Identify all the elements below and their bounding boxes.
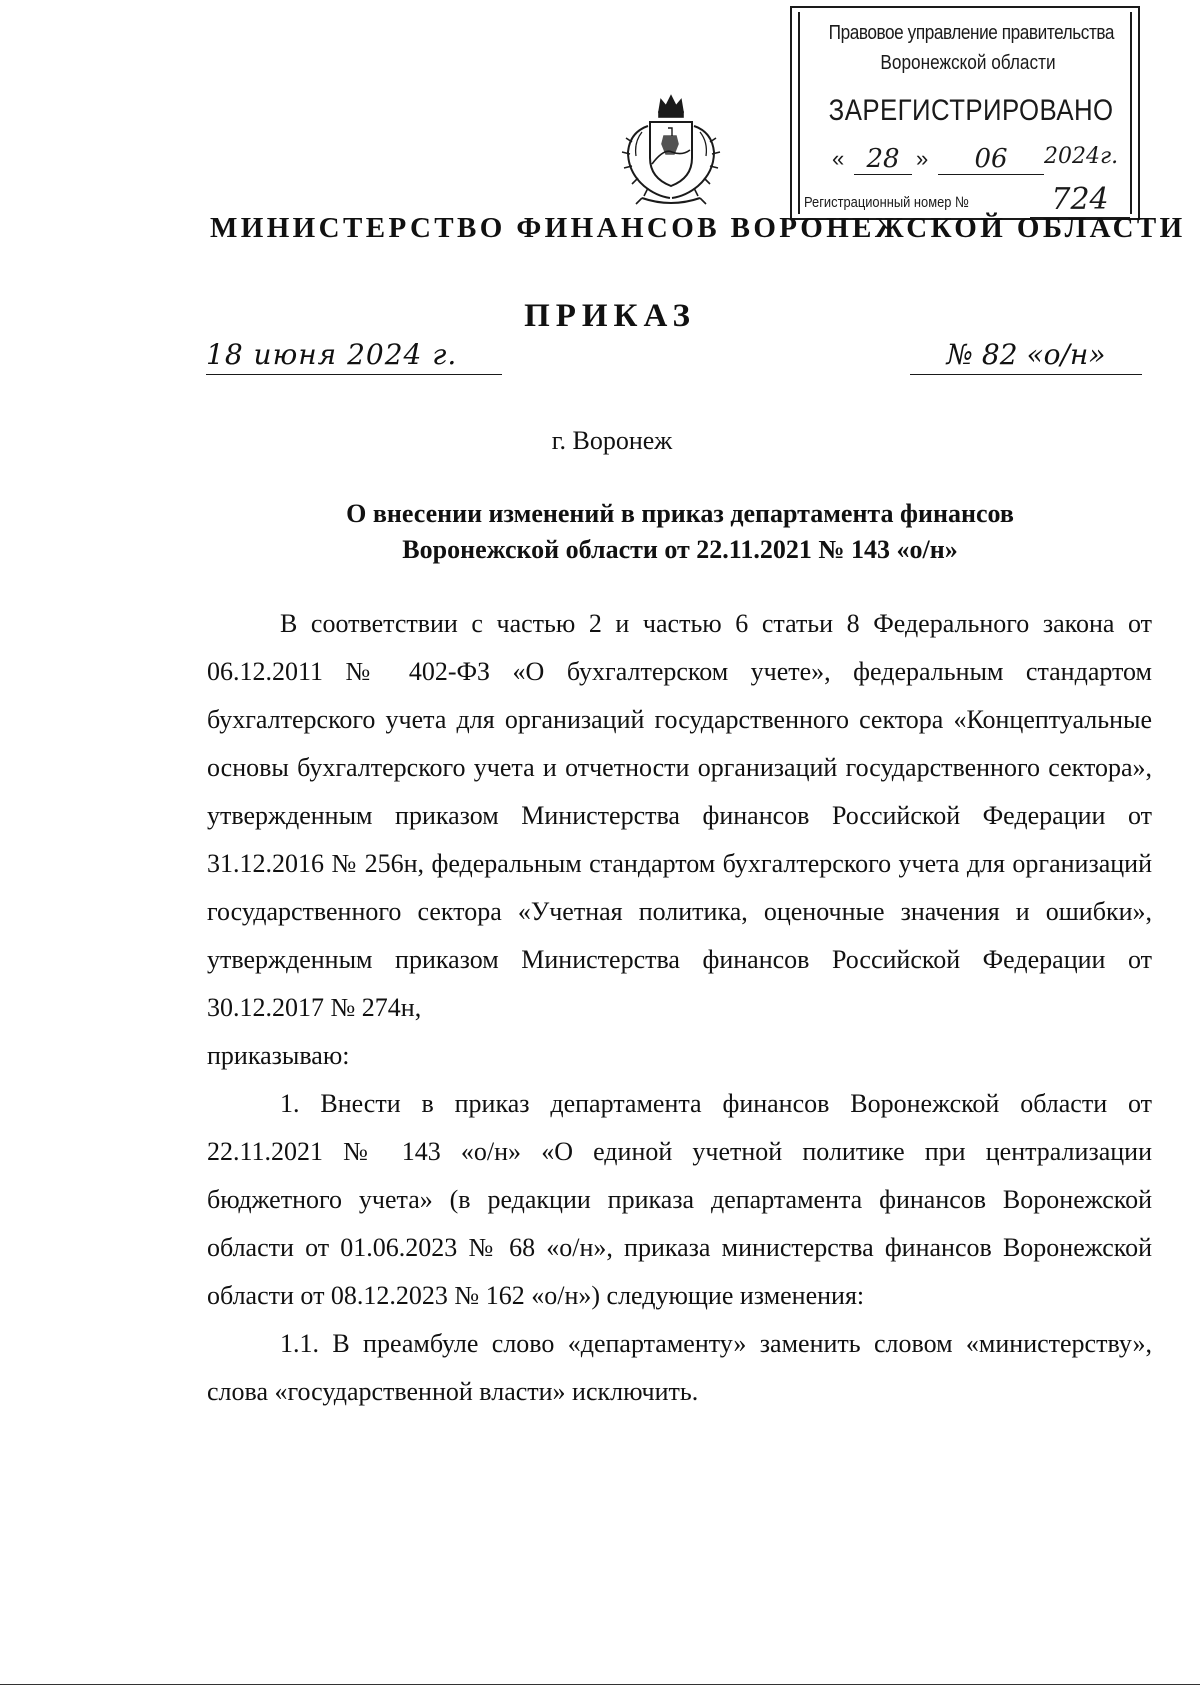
- city-line: г. Воронеж: [551, 426, 673, 455]
- stamp-title: ЗАРЕГИСТРИРОВАНО: [828, 94, 1114, 127]
- stamp-reg-label: Регистрационный номер №: [804, 194, 969, 211]
- subject-line-1: О внесении изменений в приказ департамента финансов: [346, 499, 1014, 528]
- stamp-day: 28: [854, 144, 912, 175]
- clause-1-paragraph: 1. Внести в приказ департамента финансов Воронежской области от 22.11.2021 № 143 «о/н» «О единой учетной политике при централизации бюджетного учета» (в редакции приказа департамента финансов Воронежской области от 01.06.2023 № 68 «о/н», приказа министерства финансов Воронежской области от 08.12.2023 № 162 «о/н») следующие изменения:: [207, 1089, 1152, 1310]
- stamp-open-quote: «: [832, 146, 845, 171]
- handwritten-date: 18 июня 2024 г.: [206, 338, 502, 375]
- coat-of-arms-emblem: [612, 92, 730, 208]
- order-word: приказываю:: [207, 1041, 350, 1070]
- stamp-authority-line: Правовое управление правительства: [828, 22, 1115, 44]
- ministry-title: МИНИСТЕРСТВО ФИНАНСОВ ВОРОНЕЖСКОЙ ОБЛАСТИ: [210, 212, 1186, 244]
- document-subject: [200, 496, 1160, 568]
- stamp-region-line: Воронежской области: [880, 52, 1056, 74]
- page-bottom-rule: [0, 1684, 1200, 1685]
- subject-line-2: Воронежской области от 22.11.2021 № 143 «о/н»: [402, 535, 958, 564]
- document-type: ПРИКАЗ: [524, 298, 696, 334]
- stamp-close-quote: »: [916, 146, 929, 171]
- stamp-reg-number: 724: [1030, 182, 1130, 218]
- stamp-year: 2024г.: [1044, 144, 1119, 169]
- preamble-paragraph: В соответствии с частью 2 и частью 6 статьи 8 Федерального закона от 06.12.2011 № 402-ФЗ «О бухгалтерском учете», федеральным стандартом бухгалтерского учета для организаций государственного сектора «Концептуальные основы бухгалтерского учета и отчетности организаций государственного сектора», утвержденным приказом Министерства финансов Российской Федерации от 31.12.2016 № 256н, федеральным стандартом бухгалтерского учета для организаций государственного сектора «Учетная политика, оценочные значения и ошибки», утвержденным приказом Министерства финансов Российской Федерации от 30.12.2017 № 274н,: [207, 609, 1152, 1022]
- handwritten-number: № 82 «о/н»: [910, 338, 1142, 375]
- stamp-month: 06: [938, 144, 1044, 175]
- coat-of-arms-icon: [612, 92, 730, 208]
- stamp-date: [832, 144, 1122, 178]
- clause-1-1-paragraph: 1.1. В преамбуле слово «департаменту» заменить словом «министерству», слова «государственной власти» исключить.: [207, 1329, 1152, 1406]
- document-body: [207, 600, 1152, 1416]
- registration-stamp: [790, 6, 1140, 220]
